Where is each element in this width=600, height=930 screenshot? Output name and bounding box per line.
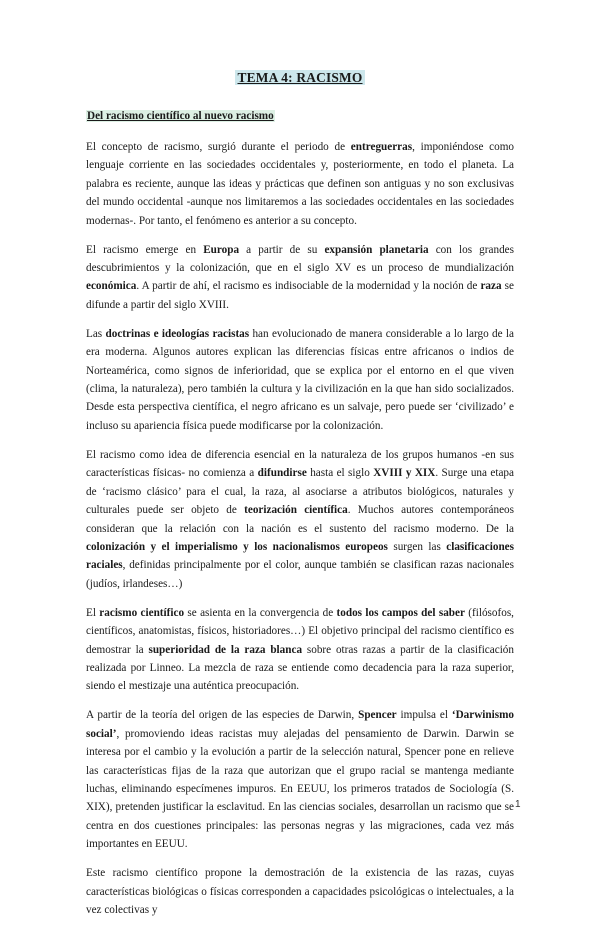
text-run: han evolucionado de manera considerable a lo largo de la era moderna. Algunos autores explican las diferencias físicas entre africanos o indios de Norteamérica, como signos de inferioridad, que se explica por el entorno en el que viven (clima, la naturaleza), pero también la cultura y la civilización en la que han sido socializados. Desde esta perspectiva científica, el negro africano es un salvaje, pero puede ser ‘civilizado’ e incluso su apariencia física puede modificarse por la colonización. xyxy=(86,327,514,432)
text-run: El racismo emerge en xyxy=(86,243,204,256)
bold-term: superioridad de la raza blanca xyxy=(148,643,303,656)
bold-term: Spencer xyxy=(358,709,397,722)
bold-term: expansión planetaria xyxy=(324,243,429,256)
bold-term: económica xyxy=(86,280,137,293)
text-run: se asienta en la convergencia de xyxy=(184,606,337,619)
bold-term: entreguerras xyxy=(350,141,413,153)
bold-term: Europa xyxy=(203,243,240,256)
page-title xyxy=(0,70,600,86)
section-heading xyxy=(86,110,275,122)
bold-term: clasificaciones raciales xyxy=(86,540,514,572)
body-paragraph xyxy=(86,706,514,853)
text-run: El xyxy=(86,606,100,619)
bold-term: colonización y el imperialismo y los nacionalismos europeos xyxy=(86,540,388,553)
body-paragraph xyxy=(86,138,514,230)
text-run: (filósofos, científicos, anatomistas, físicos, historiadores…) El objetivo principal del racismo científico es demostrar la xyxy=(86,606,514,656)
text-run: , definidas principalmente por el color, aunque también se clasifican razas nacionales (judíos, irlandeses…) xyxy=(86,559,514,590)
text-run: , promoviendo ideas racistas muy alejadas del pensamiento de Darwin. Darwin se interesa por el cambio y la evolución a partir de la selección natural, Spencer pone en relieve las características fijas de la raza que autorizan que el grupo racial se mantenga mediante luchas, eliminando especímenes impuros. En EEUU, los primeros tratados de Sociología (S. XIX), pretenden justificar la esclavitud. En las ciencias sociales, desarrollan un racismo que se centra en dos cuestiones principales: las personas negras y las migraciones, cada vez más importantes en EEUU. xyxy=(86,727,514,851)
text-run: , imponiéndose como lenguaje corriente en las sociedades occidentales y, posteriormente, en todo el planeta. La palabra es reciente, aunque las ideas y prácticas que definen son antiguas y no son exclusivas del mundo occidental -aunque nos limitaremos a las sociedades occidentales en las sociedades modernas-. Por tanto, el fenómeno es anterior a su concepto. xyxy=(86,141,514,227)
bold-term: doctrinas e ideologías racistas xyxy=(105,327,250,340)
text-run: hasta el siglo xyxy=(306,467,374,480)
text-run: El concepto de racismo, surgió durante el periodo de xyxy=(86,141,351,153)
text-run: surgen las xyxy=(387,540,447,553)
page-number: 1 xyxy=(515,799,521,810)
text-run: Este racismo científico propone la demostración de la existencia de las razas, cuyas características biológicas o físicas corresponden a capacidades psicológicas o intelectuales, a la vez colectivas y xyxy=(86,867,514,916)
page-title-text: TEMA 4: RACISMO xyxy=(237,70,363,85)
text-run: . Surge una etapa de ‘racismo clásico’ para el cual, la raza, al asociarse a atributos biológicos, naturales y culturales puede ser objeto de xyxy=(86,467,514,517)
body-paragraph xyxy=(86,241,514,315)
text-run: Las xyxy=(86,327,106,340)
text-run: a partir de su xyxy=(239,243,325,256)
bold-term: XVIII y XIX xyxy=(373,467,436,480)
document-body xyxy=(86,138,514,930)
section-heading-text: Del racismo científico al nuevo racismo xyxy=(87,110,274,122)
text-run: se difunde a partir del siglo XVIII. xyxy=(86,280,514,311)
text-run: A partir de la teoría del origen de las especies de Darwin, xyxy=(86,709,359,722)
bold-term: ‘Darwinismo social’ xyxy=(86,709,515,740)
text-run: con los grandes descubrimientos y la colonización, que en el siglo XV es un proceso de mundialización xyxy=(86,243,514,275)
text-run: . A partir de ahí, el racismo es indisociable de la modernidad y la noción de xyxy=(136,280,481,293)
body-paragraph xyxy=(86,864,514,919)
bold-term: teorización científica xyxy=(244,504,348,517)
bold-term: racismo científico xyxy=(99,606,185,619)
body-paragraph xyxy=(86,325,514,435)
body-paragraph xyxy=(86,604,514,696)
text-run: . Muchos autores contemporáneos consideran que la relación con la nación es el sustento del racismo moderno. De la xyxy=(86,504,515,535)
bold-term: raza xyxy=(480,280,502,293)
bold-term: difundirse xyxy=(257,467,307,480)
text-run: El racismo como idea de diferencia esencial en la naturaleza de los grupos humanos -en sus características físicas- no comienza a xyxy=(86,448,514,480)
text-run: sobre otras razas a partir de la clasificación realizada por Linneo. La mezcla de raza se entiende como decadencia para la raza superior, siendo el mestizaje una auténtica preocupación. xyxy=(86,643,514,693)
body-paragraph xyxy=(86,446,514,593)
text-run: impulsa el xyxy=(396,709,452,722)
bold-term: todos los campos del saber xyxy=(336,606,465,619)
